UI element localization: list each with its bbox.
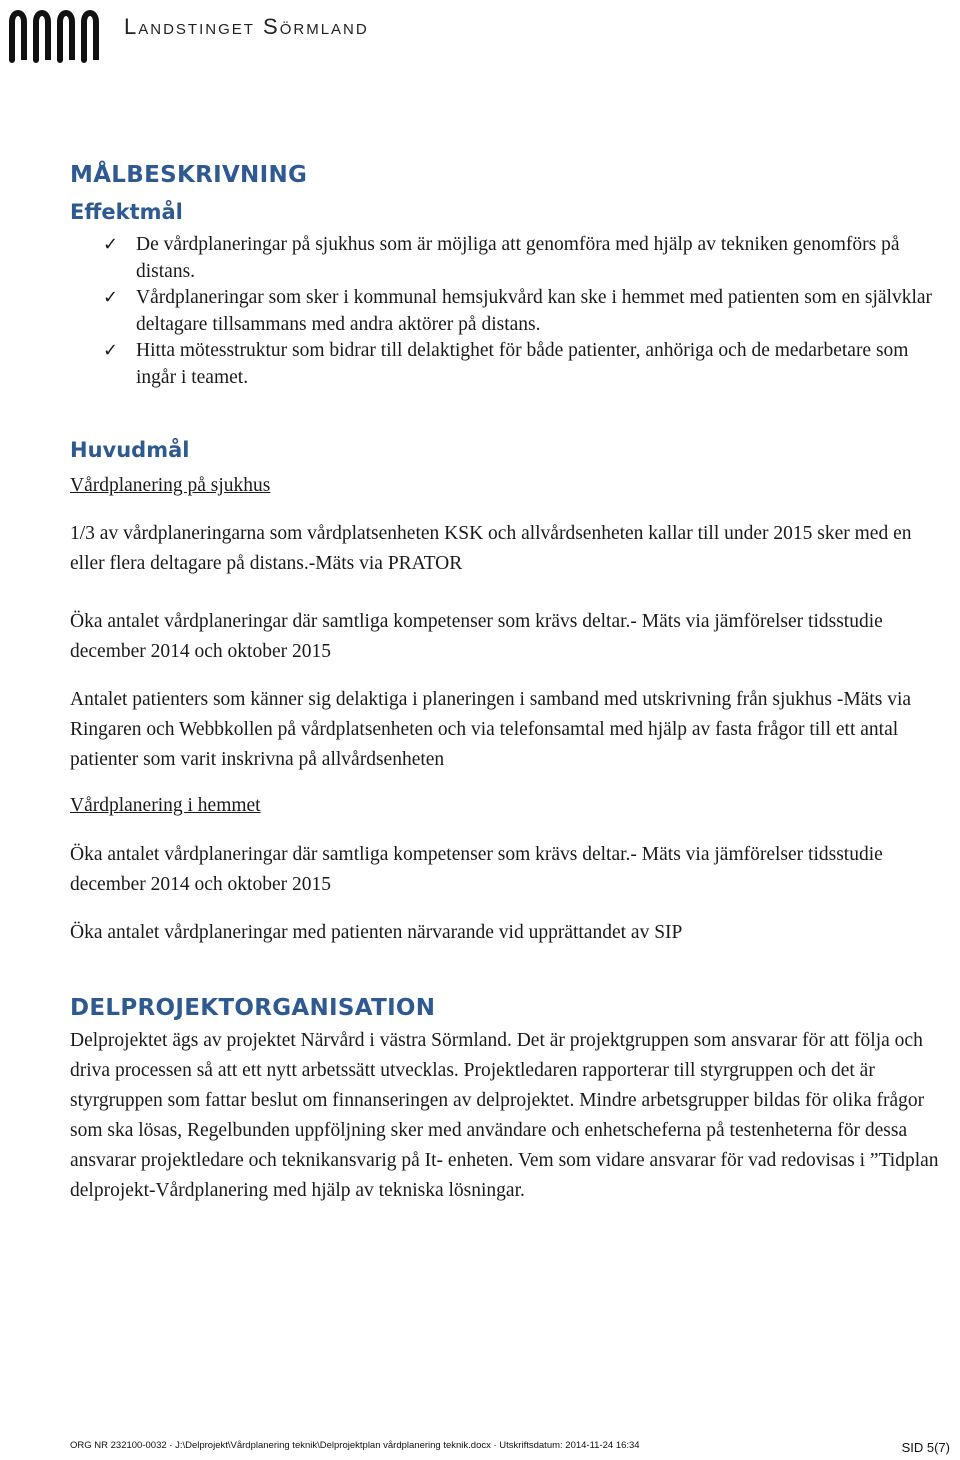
paragraph: Delprojektet ägs av projektet Närvård i västra Sörmland. Det är projektgruppen som ansvarar för att följa och driva processen så att ett nytt arbetssätt utvecklas. Projektledaren rapporterar till styrgruppen och det är styrgruppen som fattar beslut om finnanseringen av delprojektet. Mindre arbetsgrupper bildas för olika frågor som ska lösas, Regelbunden uppföljning sker med användare och enhetscheferna på testenheterna för dessa ansvarar projektledare och teknikansvarig på It- enheten. Vem som vidare ansvarar för vad redovisas i ”Tidplan delprojekt-Vårdplanering med hjälp av tekniska lösningar. [70,1030,939,1201]
checkmark-icon: ✓ [103,234,119,255]
list-item: ✓ Hitta mötesstruktur som bidrar till delaktighet för både patienter, anhöriga och de medarbetare som ingår i teamet. [103,340,909,388]
subheading-vardplanering-sjukhus: Vårdplanering på sjukhus [70,475,271,496]
subheading-vardplanering-hemmet: Vårdplanering i hemmet [70,795,261,816]
list-item: ✓ Vårdplaneringar som sker i kommunal hemsjukvård kan ske i hemmet med patienten som en självklar deltagare tillsammans med andra aktörer på distans. [103,287,933,335]
footer-document-path: ORG NR 232100-0032 · J:\Delprojekt\Vårdplanering teknik\Delprojektplan vårdplanering teknik.docx · Utskriftsdatum: 2014-11-24 16:34 [70,1440,640,1451]
paragraph: Öka antalet vårdplaneringar med patienten närvarande vid upprättandet av SIP [70,922,683,943]
paragraph: Antalet patienters som känner sig delaktiga i planeringen i samband med utskrivning från sjukhus -Mäts via Ringaren och Webbkollen på vårdplatsenheten och via telefonsamtal med hjälp av fasta frågor till ett antal patienter som varit inskrivna på allvårdsenheten [70,689,912,770]
checkmark-icon: ✓ [103,340,119,361]
checkmark-icon: ✓ [103,287,119,308]
list-item: ✓ De vårdplaneringar på sjukhus som är möjliga att genomföra med hjälp av tekniken genomförs på distans. [103,234,900,282]
heading-effektmal: Effektmål [70,200,183,224]
heading-huvudmal: Huvudmål [70,438,190,462]
section-title-malbeskrivning: MÅLBESKRIVNING [70,162,308,188]
paragraph: 1/3 av vårdplaneringarna som vårdplatsenheten KSK och allvårdsenheten kallar till under 2015 sker med en eller flera deltagare på distans.-Mäts via PRATOR [70,523,912,574]
paragraph: Öka antalet vårdplaneringar där samtliga kompetenser som krävs deltar.- Mäts via jämförelser tidsstudie december 2014 och oktober 2015 [70,611,883,662]
effektmal-checklist [103,232,948,391]
organization-name: Landstinget Sörmland [124,14,369,39]
paragraph: Öka antalet vårdplaneringar där samtliga kompetenser som krävs deltar.- Mäts via jämförelser tidsstudie december 2014 och oktober 2015 [70,844,883,895]
landsting-logo-icon [4,2,114,64]
page-number: SID 5(7) [901,1440,950,1455]
section-title-delprojektorganisation: DELPROJEKTORGANISATION [70,995,436,1021]
